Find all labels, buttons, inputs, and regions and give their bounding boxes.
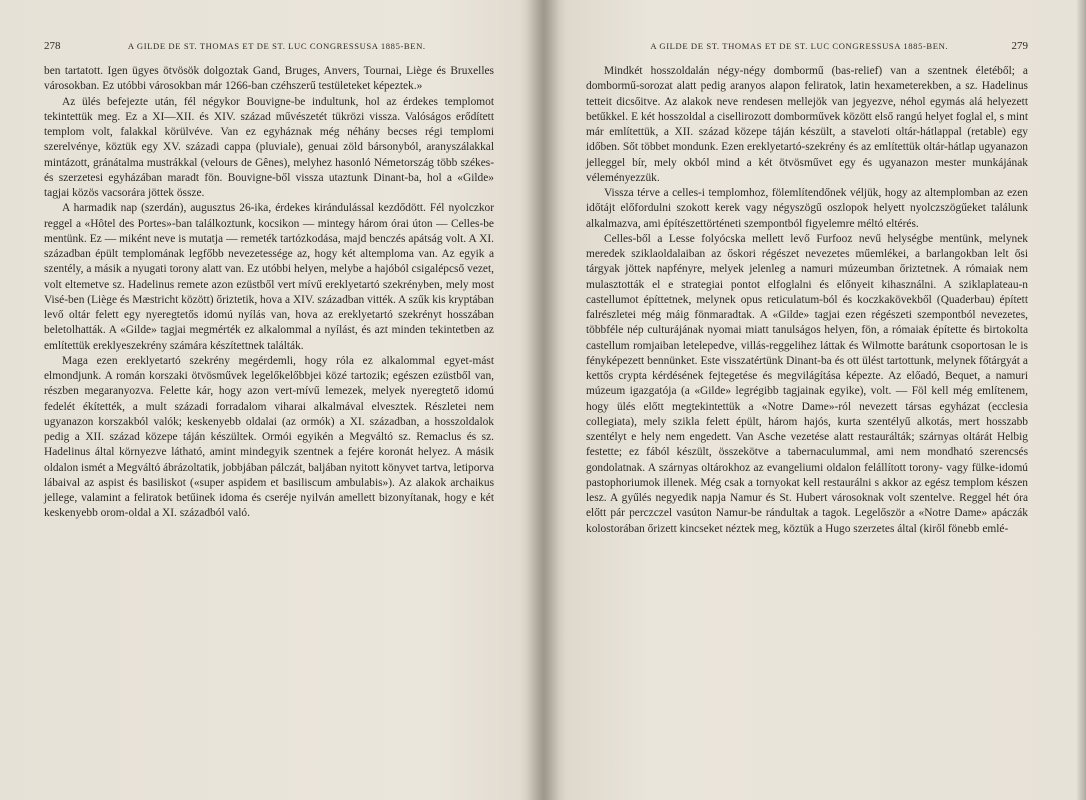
left-page	[0, 0, 530, 800]
left-running-title: A GILDE DE ST. THOMAS ET DE ST. LUC CONGRESSUSA 1885-BEN.	[127, 41, 426, 51]
paragraph: Mindkét hosszoldalán négy-négy dombormű (bas-relief) van a szentnek életéből; a dombormű-sorozat alatt pedig aranyos alapon feliratok, latin hexameterekben, a sz. Hadelinus tetteit dicsőitve. Az alakok neve rendesen mellejök van jegyezve, néhol egymás alá helyezett betűkkel. E két hosszoldal a cisellirozott domborművek között első rangú helyet foglal el, s mint már említettük, a XII. század közepe táján készült, a staveloti oltár-hátlappal (retable) egy időben. Sőt többet mondunk. Ezen ereklyetartó-szekrény és az említettük oltár-hátlap ugyanazon jelleggel bír, mely okból mind a két ötvösművet egy és ugyanazon mester munkájának véleményezzük.	[586, 65, 1028, 184]
left-running-header	[44, 40, 494, 52]
right-body-text	[586, 64, 1028, 537]
paragraph: ben tartatott. Igen ügyes ötvösök dolgoztak Gand, Bruges, Anvers, Tournai, Liège és Bruxelles városokban. Ez utóbbi városokban már 1266-ban czéhszerű testületeket képeztek.»	[44, 65, 494, 93]
right-running-title: A GILDE DE ST. THOMAS ET DE ST. LUC CONGRESSUSA 1885-BEN.	[650, 41, 949, 51]
right-page	[546, 0, 1086, 800]
page-edge	[1076, 0, 1086, 800]
paragraph: Maga ezen ereklyetartó szekrény megérdemli, hogy róla ez alkalommal egyet-mást elmondjunk. A román korszaki ötvösművek legelőkelőbbjei közé tartozik; egészen ezüstből van, részben megaranyozva. Felette kár, hogy azon vert-mívű lemezek, melyek nyeregtető idomú fedelét ékítették, a mult századi forradalom viharai alkalmával elvesztek. Részletei nem ugyanazon korszakból valók; keskenyebb oldalai (az ormók) a XI. században, a hosszoldalok pedig a XII. század közepe táján készültek. Ormói egyikén a Megváltó sz. Remaclus és sz. Hadelinus által környezve látható, amint mindegyik szentnek a fejére koronát helyez. A másik oldalon ismét a Megváltó ábrázoltatik, jobbjában pálczát, baljában nyitott könyvet tartva, letiporva lábaival az aspist és basiliskot («super aspidem et basiliscum ambulabis»). Az alakok archaikus jellege, valamint a feliratok betűinek idoma és cseréje nyilván amellett bizonyítanak, hogy e két keskenyebb orom-oldal a XI. századból való.	[44, 354, 494, 520]
left-body-text	[44, 64, 494, 522]
right-running-header	[586, 40, 1028, 52]
right-page-number: 279	[1011, 40, 1028, 52]
paragraph: A harmadik nap (szerdán), augusztus 26-ika, érdekes kirándulással kezdődött. Fél nyolczkor reggel a «Hôtel des Portes»-ban találkoztunk, kocsikon — mintegy három órai úton — Celles-be mentünk. Ez — miként neve is mutatja — remeték tartózkodása, majd benczés apátság volt. A XI. században épült templomának legfőbb nevezetessége az, hogy két altemploma van. Az egyik a szentély, a másik a nyugati torony alatt van. Ez utóbbi helyen, melybe a hajóból csigalépcső vezet, volt eltemetve sz. Hadelinus remete azon ezüstből vert mívű ereklyetartó szekrényben, mely most Visé-ben (Liège és Mæstricht között) őriztetik, hova a XIV. században vitték. A szűk kis kryptában levő oltár felett egy nyeregtetős idomú nyílás van, hova az ereklyetartó szekrényt hosszában beletolhatták. A «Gilde» tagjai megmérték ez alkalommal a nyílást, és azt minden tekintetben az említettük ereklyeszekrény számára készítettnek találták.	[44, 202, 494, 352]
paragraph: Celles-ből a Lesse folyócska mellett levő Furfooz nevű helységbe mentünk, melynek meredek sziklaoldalaiban az őskori régészet nevezetes műemlékei, a barlangokban lelt ősi tárgyak jöttek napfényre, melyek jelenleg a namuri múzeumban őriztetnek. A rómaiak nem mulasztották el e strategiai pontot elfoglalni és előnyeit kihasználni. A sziklaplateau-n castellumot építtetnek, melynek opus reticulatum-ból és koczkakövekből (Quaderbau) épített falrészletei még máig fönmaradtak. A «Gilde» tagjai ezen régészeti szempontból nevezetes, többféle nép culturájának nyomai miatt tanulságos helyen, fön, a rómaiak építette és birtokolta castellum romjaiban letelepedve, villás-reggelihez láttak és Wilmotte barátunk csoportosan le is fényképezett bennünket. Este visszatértünk Dinant-ba és ott ülést tartottunk, melynek főtárgyát a kettős crypta kérdésének fejtegetése és megvilágítása képezte. Az előadó, Bequet, a namuri múzeum igazgatója (a «Gilde» legrégibb tagjainak egyike), volt. — Föl kell még említenem, hogy ülés előtt megtekintettük a «Notre Dame»-ról nevezett társas egyházat (ecclesia collegiata), mely szikla felett épült, három hajós, kurta szentélyű alkotás, mert hosszabb szentélyt e hely nem engedett. Van Asche vezetése alatt restaurálták; szárnyas oltárát Helbig festette; ez fából készült, összekötve a tabernaculummal, ami nem mondható szerencsés gondolatnak. A szárnyas oltárokhoz az evangeliumi oldalon felállított torony- vagy fülke-idomú pastophoriumok illenek. Még csak a tornyokat kell restaurálni s akkor az egész templom készen lesz. A gyűlés negyedik napja Namur és St. Hubert városoknak volt szentelve. Reggel hét óra előtt pár perczczel vasúton Namur-be rándultak a tagok. Legelőször a «Notre Dame» apáczák kolostorában őrizett kincseket néztek meg, köztük a Hugo szerzetes által (kiről fönebb emlé-	[586, 232, 1028, 535]
left-page-number: 278	[44, 40, 61, 52]
paragraph: Az ülés befejezte után, fél négykor Bouvigne-be indultunk, hol az érdekes templomot tekintettük meg. Ez a XI—XII. és XIV. század művészetét tükrözi vissza. Valóságos erődített templom volt, falakkal körülvéve. Van ez egyháznak még néhány becses régi templomi szerelvénye, köztük egy XV. századi cappa (pluviale), genuai zöld bársonyból, aranyszálakkal mintázott, gránátalma mustrákkal (velours de Gênes), melyhez hasonló Németország több székes- és szerzetesi egyházában maradt fön. Bouvigne-ből vissza utaztunk Dinant-ba, hol a «Gilde» tagjai közös vacsorára jöttek össze.	[44, 95, 494, 199]
paragraph: Vissza térve a celles-i templomhoz, fölemlítendőnek véljük, hogy az altemplomban az ezen időtájt előfordulni szokott kerek vagy négyszögű oszlopok helyett nyolczszögűeket találunk alkalmazva, ami építészettörténeti szempontból figyelemre méltó eltérés.	[586, 187, 1028, 230]
